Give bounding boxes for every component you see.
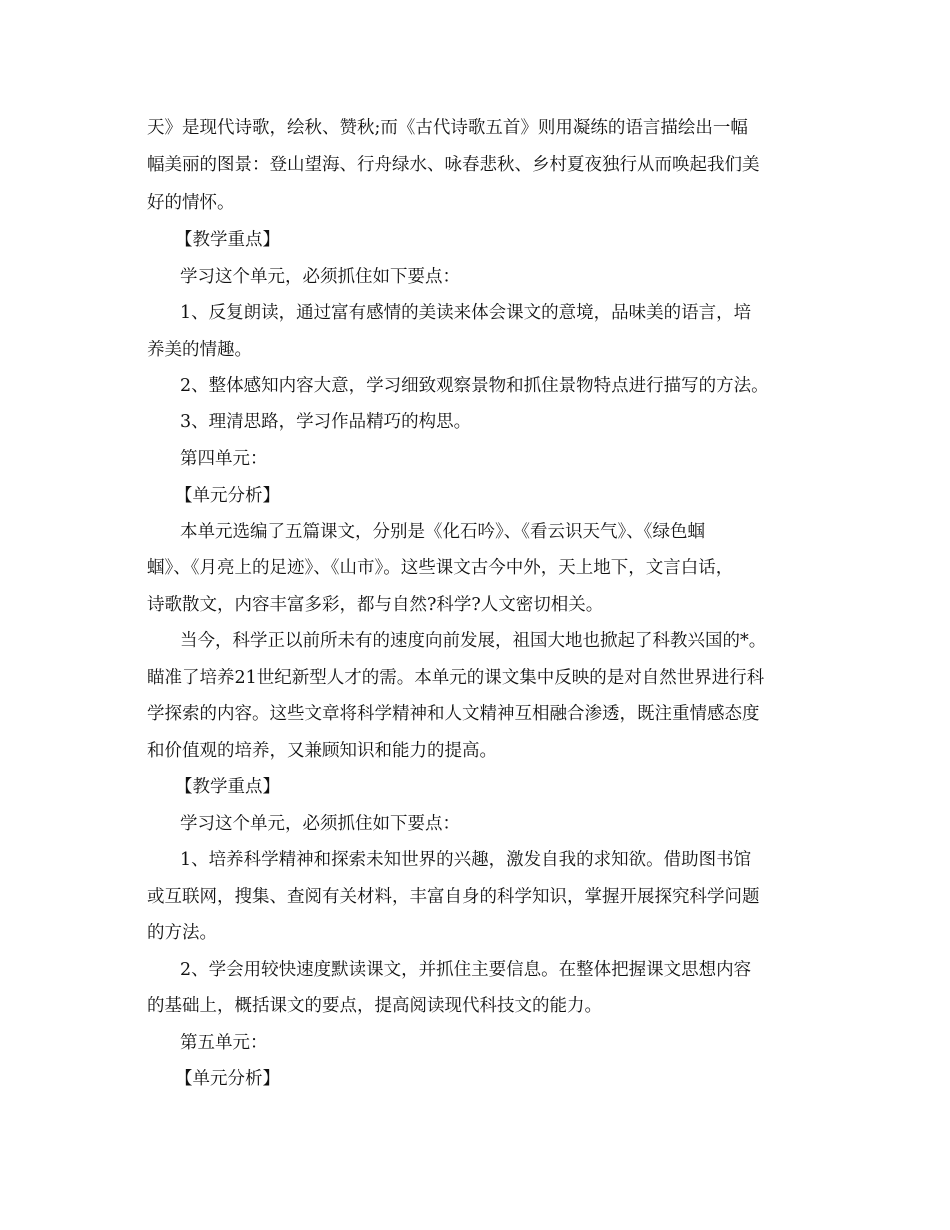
text-line: 天》是现代诗歌，绘秋、赞秋;而《古代诗歌五首》则用凝练的语言描绘出一幅 [147, 118, 748, 138]
text-line: 蝈》、《月亮上的足迹》、《山市》。这些课文古今中外，天上地下，文言白话， [147, 558, 734, 578]
text-line: 的基础上，概括课文的要点，提高阅读现代科技文的能力。 [147, 996, 602, 1016]
text-line: 学习这个单元，必须抓住如下要点： [180, 267, 460, 287]
text-line: 学探索的内容。这些文章将科学精神和人文精神互相融合渗透，既注重情感态度 [147, 704, 760, 724]
section-heading: 【教学重点】 [175, 777, 280, 797]
text-line: 瞄准了培养21世纪新型人才的需。本单元的课文集中反映的是对自然世界进行科 [147, 668, 765, 688]
text-line: 的方法。 [147, 923, 217, 943]
section-heading: 【教学重点】 [175, 230, 280, 250]
text-line: 学习这个单元，必须抓住如下要点： [180, 814, 460, 834]
text-line: 当今，科学正以前所未有的速度向前发展，祖国大地也掀起了科教兴国的*。 [180, 631, 767, 651]
text-line: 2、整体感知内容大意，学习细致观察景物和抓住景物特点进行描写的方法。 [180, 376, 769, 396]
text-line: 幅美丽的图景：登山望海、行舟绿水、咏春悲秋、乡村夏夜独行从而唤起我们美 [147, 155, 760, 175]
text-line: 本单元选编了五篇课文，分别是《化石吟》、《看云识天气》、《绿色蝈 [180, 522, 705, 542]
text-line: 1、培养科学精神和探索未知世界的兴趣，激发自我的求知欲。借助图书馆 [180, 850, 752, 870]
text-line: 诗歌散文，内容丰富多彩，都与自然?科学?人文密切相关。 [147, 595, 604, 615]
unit-heading: 第五单元： [180, 1033, 268, 1053]
text-line: 和价值观的培养，又兼顾知识和能力的提高。 [147, 741, 497, 761]
unit-heading: 第四单元： [180, 449, 268, 469]
text-line: 养美的情趣。 [147, 340, 252, 360]
text-line: 或互联网，搜集、查阅有关材料，丰富自身的科学知识，掌握开展探究科学问题 [147, 887, 760, 907]
section-heading: 【单元分析】 [175, 486, 280, 506]
text-line: 1、反复朗读，通过富有感情的美读来体会课文的意境，品味美的语言，培 [180, 303, 752, 323]
text-line: 2、学会用较快速度默读课文，并抓住主要信息。在整体把握课文思想内容 [180, 960, 752, 980]
text-line: 3、理清思路，学习作品精巧的构思。 [180, 412, 472, 432]
text-line: 好的情怀。 [147, 193, 235, 213]
section-heading: 【单元分析】 [175, 1069, 280, 1089]
